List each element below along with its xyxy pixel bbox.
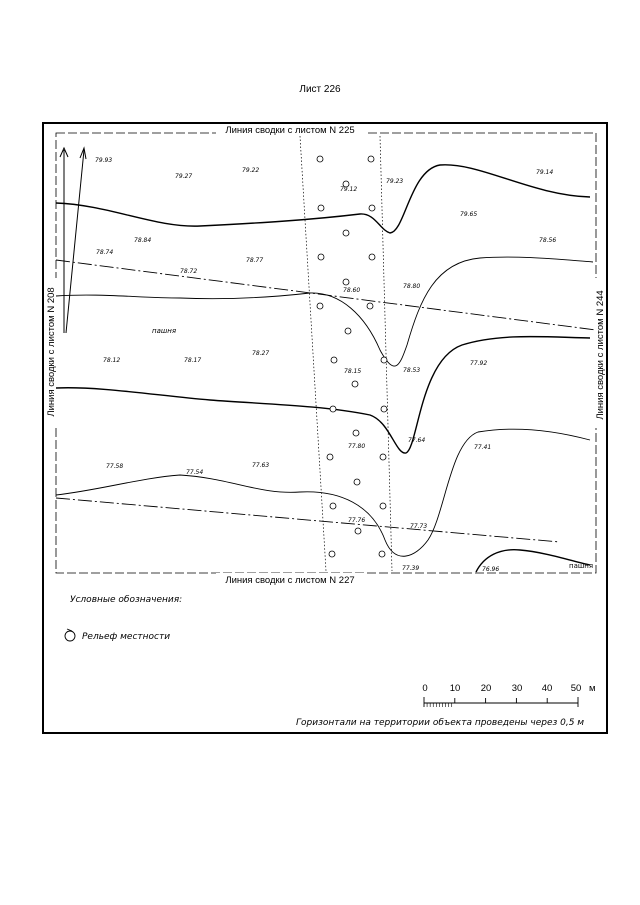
- elevation-label: 78.74: [96, 249, 114, 256]
- corridor-line-left: [300, 136, 326, 571]
- scale-tick-label: 10: [449, 683, 461, 694]
- elevation-label: 77.58: [106, 463, 124, 470]
- elevation-label: 78.77: [246, 257, 264, 264]
- relief-point: [331, 357, 337, 363]
- field-label: пашня: [152, 327, 177, 335]
- elevation-label: 79.27: [175, 173, 193, 180]
- map-boundary: [56, 133, 596, 573]
- scale-tick-label: 0: [422, 683, 428, 694]
- elevation-label: 77.63: [252, 462, 270, 469]
- contour-interval-note: Горизонтали на территории объекта проведены через 0,5 м: [296, 718, 585, 728]
- relief-point: [368, 156, 374, 162]
- contour-line: [56, 337, 590, 454]
- dashdot-line-lower: [56, 498, 560, 542]
- elevation-label: 76.96: [482, 566, 500, 573]
- relief-point: [327, 454, 333, 460]
- elevation-labels: [95, 157, 556, 573]
- relief-point: [317, 303, 323, 309]
- north-arrow-icon: [60, 148, 86, 333]
- contour-line: [56, 165, 590, 233]
- relief-point-icon: [65, 629, 75, 641]
- elevation-label: 78.53: [403, 367, 421, 374]
- elevation-label: 79.12: [340, 186, 358, 193]
- neighbor-right-label: Линия сводки с листом N 244: [595, 290, 606, 420]
- elevation-label: 77.76: [348, 517, 366, 524]
- elevation-label: 78.17: [184, 357, 202, 364]
- elevation-label: 79.14: [536, 169, 554, 176]
- relief-point: [352, 381, 358, 387]
- field-label-right: пашня: [569, 562, 594, 570]
- relief-points: [317, 156, 387, 557]
- relief-point: [345, 328, 351, 334]
- legend-item-label: Рельеф местности: [82, 632, 171, 642]
- scale-tick-label: 30: [511, 683, 523, 694]
- legend-title: Условные обозначения:: [70, 595, 183, 605]
- relief-point: [353, 430, 359, 436]
- elevation-label: 78.27: [252, 350, 270, 357]
- elevation-label: 77.80: [348, 443, 366, 450]
- elevation-label: 79.93: [95, 157, 113, 164]
- relief-point: [379, 551, 385, 557]
- relief-point: [369, 205, 375, 211]
- relief-point: [354, 479, 360, 485]
- relief-point: [318, 205, 324, 211]
- elevation-label: 77.64: [408, 437, 426, 444]
- sheet-title: Лист 226: [299, 84, 341, 95]
- elevation-label: 79.23: [386, 178, 404, 185]
- scale-unit: м: [589, 683, 596, 694]
- scale-tick-label: 50: [570, 683, 582, 694]
- relief-point: [380, 503, 386, 509]
- elevation-label: 77.54: [186, 469, 204, 476]
- scale-bar: [422, 683, 595, 707]
- relief-point: [355, 528, 361, 534]
- relief-point: [329, 551, 335, 557]
- elevation-label: 78.56: [539, 237, 557, 244]
- relief-point: [367, 303, 373, 309]
- relief-point: [380, 454, 386, 460]
- elevation-label: 77.73: [410, 523, 428, 530]
- contour-lines: [56, 165, 593, 572]
- relief-point: [343, 279, 349, 285]
- elevation-label: 78.72: [180, 268, 198, 275]
- relief-point: [343, 230, 349, 236]
- relief-point: [318, 254, 324, 260]
- elevation-label: 78.15: [344, 368, 362, 375]
- neighbor-top-label: Линия сводки с листом N 225: [225, 125, 355, 136]
- relief-point: [381, 357, 387, 363]
- scale-tick-label: 40: [541, 683, 553, 694]
- elevation-label: 77.41: [474, 444, 492, 451]
- relief-point: [317, 156, 323, 162]
- elevation-label: 78.12: [103, 357, 121, 364]
- elevation-label: 77.92: [470, 360, 488, 367]
- elevation-label: 78.60: [343, 287, 361, 294]
- relief-point: [330, 406, 336, 412]
- contour-line: [56, 429, 590, 556]
- elevation-label: 78.84: [134, 237, 152, 244]
- elevation-label: 78.80: [403, 283, 421, 290]
- elevation-label: 79.65: [460, 211, 478, 218]
- neighbor-bottom-label: Линия сводки с листом N 227: [225, 575, 355, 586]
- scale-tick-label: 20: [480, 683, 492, 694]
- neighbor-left-label: Линия сводки с листом N 208: [46, 287, 57, 417]
- elevation-label: 77.39: [402, 565, 420, 572]
- relief-point: [381, 406, 387, 412]
- elevation-label: 79.22: [242, 167, 260, 174]
- relief-point: [369, 254, 375, 260]
- relief-point: [330, 503, 336, 509]
- contour-line: [56, 257, 593, 366]
